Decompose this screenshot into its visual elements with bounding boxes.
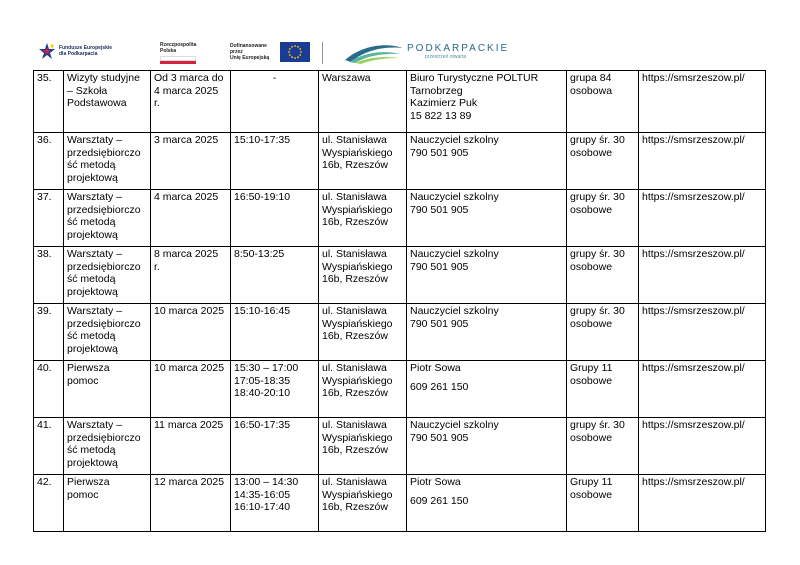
- event-url[interactable]: https://smsrzeszow.pl/: [642, 305, 745, 317]
- event-time-line: 16:10-17:40: [234, 501, 291, 513]
- event-date-line: 4 marca 2025: [154, 84, 219, 97]
- event-title-line: pomoc: [67, 488, 99, 501]
- group-size-line: grupy śr. 30: [570, 134, 625, 146]
- event-title-line: Podstawowa: [67, 97, 127, 109]
- event-url-cell: [639, 133, 766, 190]
- event-contact-line: Nauczyciel szkolny: [410, 134, 499, 146]
- event-time-line: 15:10-16:45: [234, 305, 291, 317]
- event-title-line: projektową: [67, 456, 118, 469]
- group-size-line: grupy śr. 30: [570, 191, 625, 203]
- event-title-line: ść metodą: [67, 216, 116, 228]
- group-size-line: osobowe: [570, 260, 613, 273]
- event-title-line: projektową: [67, 171, 118, 184]
- event-contact-line: 609 261 150: [410, 380, 469, 393]
- event-title-line: Pierwsza: [67, 362, 110, 374]
- event-contact-line: Piotr Sowa: [410, 362, 461, 374]
- event-title-line: przedsiębiorczo: [67, 260, 141, 273]
- event-time-line: -: [272, 72, 277, 84]
- event-place-line: Wyspiańskiego: [322, 488, 393, 501]
- event-title-line: Pierwsza: [67, 476, 110, 488]
- event-date-line: r.: [154, 97, 160, 109]
- group-size-line: osobowa: [570, 84, 613, 97]
- event-place-cell: [319, 475, 407, 532]
- fundusze-europejskie-logo: [38, 42, 119, 60]
- event-url[interactable]: https://smsrzeszow.pl/: [642, 476, 745, 488]
- event-url-cell: [639, 304, 766, 361]
- table-row: [34, 304, 766, 361]
- event-contact-line: Nauczyciel szkolny: [410, 191, 499, 203]
- event-time-line: 15:30 – 17:00: [234, 362, 299, 374]
- fe-star-icon: [38, 42, 56, 60]
- event-place-line: 16b, Rzeszów: [322, 444, 388, 456]
- rp-logo-line-1: Rzeczpospolita: [160, 42, 197, 48]
- group-size-line: Grupy 11: [570, 476, 613, 488]
- ue-logo-line-1: Dofinansowane przez: [230, 43, 267, 55]
- group-size-cell: [567, 475, 639, 532]
- event-date-cell: [151, 475, 231, 532]
- eu-funding-logo: [230, 42, 310, 62]
- event-contact-line: 790 501 905: [410, 260, 469, 273]
- event-title-line: Warsztaty –: [67, 419, 123, 431]
- event-title-cell: [64, 133, 151, 190]
- table-row: [34, 418, 766, 475]
- event-time-line: 16:50-17:35: [234, 419, 291, 431]
- event-date-line: 4 marca 2025: [154, 191, 219, 203]
- group-size-line: osobowe: [570, 203, 613, 216]
- event-title-line: ść metodą: [67, 330, 116, 342]
- event-url-cell: [639, 475, 766, 532]
- event-time-line: 13:00 – 14:30: [234, 476, 299, 488]
- rzeczpospolita-logo: [160, 42, 200, 64]
- event-contact-cell: [407, 190, 567, 247]
- event-place-line: ul. Stanisława: [322, 248, 387, 260]
- row-number: 38.: [37, 248, 52, 260]
- event-title-line: ść metodą: [67, 159, 116, 171]
- event-title-line: przedsiębiorczo: [67, 317, 141, 330]
- event-place-line: Wyspiańskiego: [322, 146, 393, 159]
- event-date-line: 10 marca 2025: [154, 362, 225, 374]
- row-number-cell: [34, 361, 64, 418]
- event-contact-line: 790 501 905: [410, 203, 469, 216]
- event-date-line: r.: [154, 260, 160, 273]
- table-row: [34, 71, 766, 133]
- event-place-line: 16b, Rzeszów: [322, 501, 388, 513]
- event-contact-line: Tarnobrzeg: [410, 84, 463, 97]
- group-size-line: osobowe: [570, 431, 613, 444]
- table-row: [34, 133, 766, 190]
- event-date-cell: [151, 71, 231, 133]
- event-title-line: przedsiębiorczo: [67, 203, 141, 216]
- eu-flag-icon: [280, 42, 310, 62]
- fe-logo-line-2: dla Podkarpacia: [59, 51, 98, 57]
- row-number: 40.: [37, 362, 52, 374]
- event-contact-cell: [407, 71, 567, 133]
- event-url[interactable]: https://smsrzeszow.pl/: [642, 72, 745, 84]
- event-place-line: 16b, Rzeszów: [322, 387, 388, 399]
- event-time-line: 8:50-13:25: [234, 248, 285, 260]
- event-url[interactable]: https://smsrzeszow.pl/: [642, 248, 745, 260]
- group-size-line: osobowe: [570, 317, 613, 330]
- event-date-line: 11 marca 2025: [154, 419, 224, 431]
- row-number-cell: [34, 304, 64, 361]
- group-size-cell: [567, 418, 639, 475]
- event-title-line: ść metodą: [67, 273, 116, 285]
- event-url-cell: [639, 361, 766, 418]
- row-number: 37.: [37, 191, 52, 203]
- event-place-line: 16b, Rzeszów: [322, 273, 388, 285]
- event-title-cell: [64, 475, 151, 532]
- group-size-line: osobowe: [570, 374, 613, 387]
- event-title-line: projektową: [67, 285, 118, 298]
- event-place-line: Wyspiańskiego: [322, 431, 393, 444]
- event-title-line: Warsztaty –: [67, 134, 123, 146]
- event-time-line: 15:10-17:35: [234, 134, 291, 146]
- event-contact-line: 15 822 13 89: [410, 109, 472, 122]
- event-place-cell: [319, 418, 407, 475]
- event-date-line: 12 marca 2025: [154, 476, 225, 488]
- event-title-cell: [64, 71, 151, 133]
- event-title-cell: [64, 304, 151, 361]
- event-date-cell: [151, 304, 231, 361]
- row-number-cell: [34, 71, 64, 133]
- event-url[interactable]: https://smsrzeszow.pl/: [642, 134, 745, 146]
- event-time-cell: [231, 361, 319, 418]
- event-place-line: 16b, Rzeszów: [322, 159, 388, 171]
- table-row: [34, 475, 766, 532]
- event-title-line: Warsztaty –: [67, 248, 123, 260]
- group-size-line: grupa 84: [570, 72, 612, 84]
- table-row: [34, 247, 766, 304]
- event-contact-cell: [407, 304, 567, 361]
- event-date-line: Od 3 marca do: [154, 72, 224, 84]
- event-place-line: Wyspiańskiego: [322, 317, 393, 330]
- event-contact-cell: [407, 418, 567, 475]
- events-table: [33, 70, 766, 532]
- event-url-cell: [639, 247, 766, 304]
- event-place-line: Warszawa: [322, 72, 371, 84]
- event-place-line: 16b, Rzeszów: [322, 216, 388, 228]
- event-contact-line: 790 501 905: [410, 431, 469, 444]
- event-place-cell: [319, 304, 407, 361]
- event-place-line: ul. Stanisława: [322, 134, 387, 146]
- event-title-line: pomoc: [67, 374, 99, 387]
- event-place-cell: [319, 361, 407, 418]
- event-time-cell: [231, 247, 319, 304]
- event-contact-line: 609 261 150: [410, 494, 469, 507]
- event-url-cell: [639, 190, 766, 247]
- podkarpackie-swoosh-icon: [343, 38, 405, 64]
- event-date-cell: [151, 247, 231, 304]
- group-size-cell: [567, 247, 639, 304]
- event-place-line: Wyspiańskiego: [322, 260, 393, 273]
- event-url[interactable]: https://smsrzeszow.pl/: [642, 419, 745, 431]
- event-title-line: Warsztaty –: [67, 305, 123, 317]
- event-url[interactable]: https://smsrzeszow.pl/: [642, 191, 745, 203]
- event-contact-line: Nauczyciel szkolny: [410, 419, 499, 431]
- event-time-line: 18:40-20:10: [234, 387, 291, 399]
- row-number: 42.: [37, 476, 52, 488]
- row-number-cell: [34, 418, 64, 475]
- event-date-cell: [151, 361, 231, 418]
- event-date-line: 8 marca 2025: [154, 248, 219, 260]
- event-contact-cell: [407, 247, 567, 304]
- rp-logo-line-2: Polska: [160, 48, 177, 54]
- event-title-line: – Szkoła: [67, 84, 108, 97]
- row-number-cell: [34, 133, 64, 190]
- podkarpackie-tagline: przestrzeń otwarta: [425, 53, 467, 60]
- event-title-cell: [64, 418, 151, 475]
- event-date-line: 3 marca 2025: [154, 134, 219, 146]
- event-place-cell: [319, 247, 407, 304]
- event-place-line: 16b, Rzeszów: [322, 330, 388, 342]
- group-size-line: grupy śr. 30: [570, 248, 625, 260]
- event-contact-line: Kazimierz Puk: [410, 97, 478, 109]
- table-row: [34, 361, 766, 418]
- event-place-cell: [319, 133, 407, 190]
- ue-logo-line-2: Unię Europejską: [230, 55, 270, 61]
- fe-logo-line-1: Fundusze Europejskie: [59, 45, 113, 51]
- row-number: 41.: [37, 419, 52, 431]
- header-logos: [38, 38, 758, 68]
- row-number-cell: [34, 190, 64, 247]
- event-time-cell: [231, 418, 319, 475]
- event-url-cell: [639, 418, 766, 475]
- logo-divider: [322, 42, 323, 64]
- row-number: 39.: [37, 305, 52, 317]
- group-size-cell: [567, 190, 639, 247]
- event-title-line: projektową: [67, 342, 118, 355]
- row-number-cell: [34, 475, 64, 532]
- event-title-line: Warsztaty –: [67, 191, 123, 203]
- group-size-line: grupy śr. 30: [570, 419, 625, 431]
- event-place-cell: [319, 71, 407, 133]
- event-place-line: ul. Stanisława: [322, 305, 387, 317]
- event-contact-line: Biuro Turystyczne POLTUR: [410, 72, 539, 84]
- event-time-cell: [231, 133, 319, 190]
- row-number: 35.: [37, 72, 52, 84]
- event-time-cell: [231, 190, 319, 247]
- event-url[interactable]: https://smsrzeszow.pl/: [642, 362, 745, 374]
- event-time-cell: [231, 475, 319, 532]
- group-size-line: osobowe: [570, 488, 613, 501]
- event-title-line: przedsiębiorczo: [67, 146, 141, 159]
- event-place-line: ul. Stanisława: [322, 362, 387, 374]
- group-size-line: Grupy 11: [570, 362, 613, 374]
- event-place-line: ul. Stanisława: [322, 476, 387, 488]
- event-contact-line: Nauczyciel szkolny: [410, 305, 499, 317]
- event-time-line: 17:05-18:35: [234, 374, 291, 387]
- event-place-cell: [319, 190, 407, 247]
- event-place-line: Wyspiańskiego: [322, 203, 393, 216]
- event-contact-cell: [407, 361, 567, 418]
- table-row: [34, 190, 766, 247]
- event-date-cell: [151, 133, 231, 190]
- event-title-cell: [64, 190, 151, 247]
- event-title-line: przedsiębiorczo: [67, 431, 141, 444]
- group-size-cell: [567, 361, 639, 418]
- event-title-cell: [64, 247, 151, 304]
- podkarpackie-logo: [343, 38, 509, 64]
- event-time-cell: [231, 71, 319, 133]
- group-size-line: grupy śr. 30: [570, 305, 625, 317]
- event-contact-cell: [407, 475, 567, 532]
- event-time-line: 14:35-16:05: [234, 488, 291, 501]
- event-contact-line: 790 501 905: [410, 146, 469, 159]
- event-place-line: ul. Stanisława: [322, 419, 387, 431]
- event-contact-cell: [407, 133, 567, 190]
- event-title-line: projektową: [67, 228, 118, 241]
- event-contact-line: Piotr Sowa: [410, 476, 461, 488]
- event-time-line: 16:50-19:10: [234, 191, 291, 203]
- event-place-line: ul. Stanisława: [322, 191, 387, 203]
- group-size-line: osobowe: [570, 146, 613, 159]
- event-contact-line: 790 501 905: [410, 317, 469, 330]
- polish-flag-icon: [160, 56, 196, 64]
- event-title-cell: [64, 361, 151, 418]
- event-url-cell: [639, 71, 766, 133]
- event-contact-line: Nauczyciel szkolny: [410, 248, 499, 260]
- event-date-line: 10 marca 2025: [154, 305, 225, 317]
- row-number: 36.: [37, 134, 52, 146]
- podkarpackie-name: PODKARPACKIE: [407, 42, 510, 54]
- event-date-cell: [151, 190, 231, 247]
- group-size-cell: [567, 133, 639, 190]
- event-title-line: Wizyty studyjne: [67, 72, 140, 84]
- row-number-cell: [34, 247, 64, 304]
- group-size-cell: [567, 71, 639, 133]
- group-size-cell: [567, 304, 639, 361]
- event-title-line: ść metodą: [67, 444, 116, 456]
- event-place-line: Wyspiańskiego: [322, 374, 393, 387]
- event-time-cell: [231, 304, 319, 361]
- event-date-cell: [151, 418, 231, 475]
